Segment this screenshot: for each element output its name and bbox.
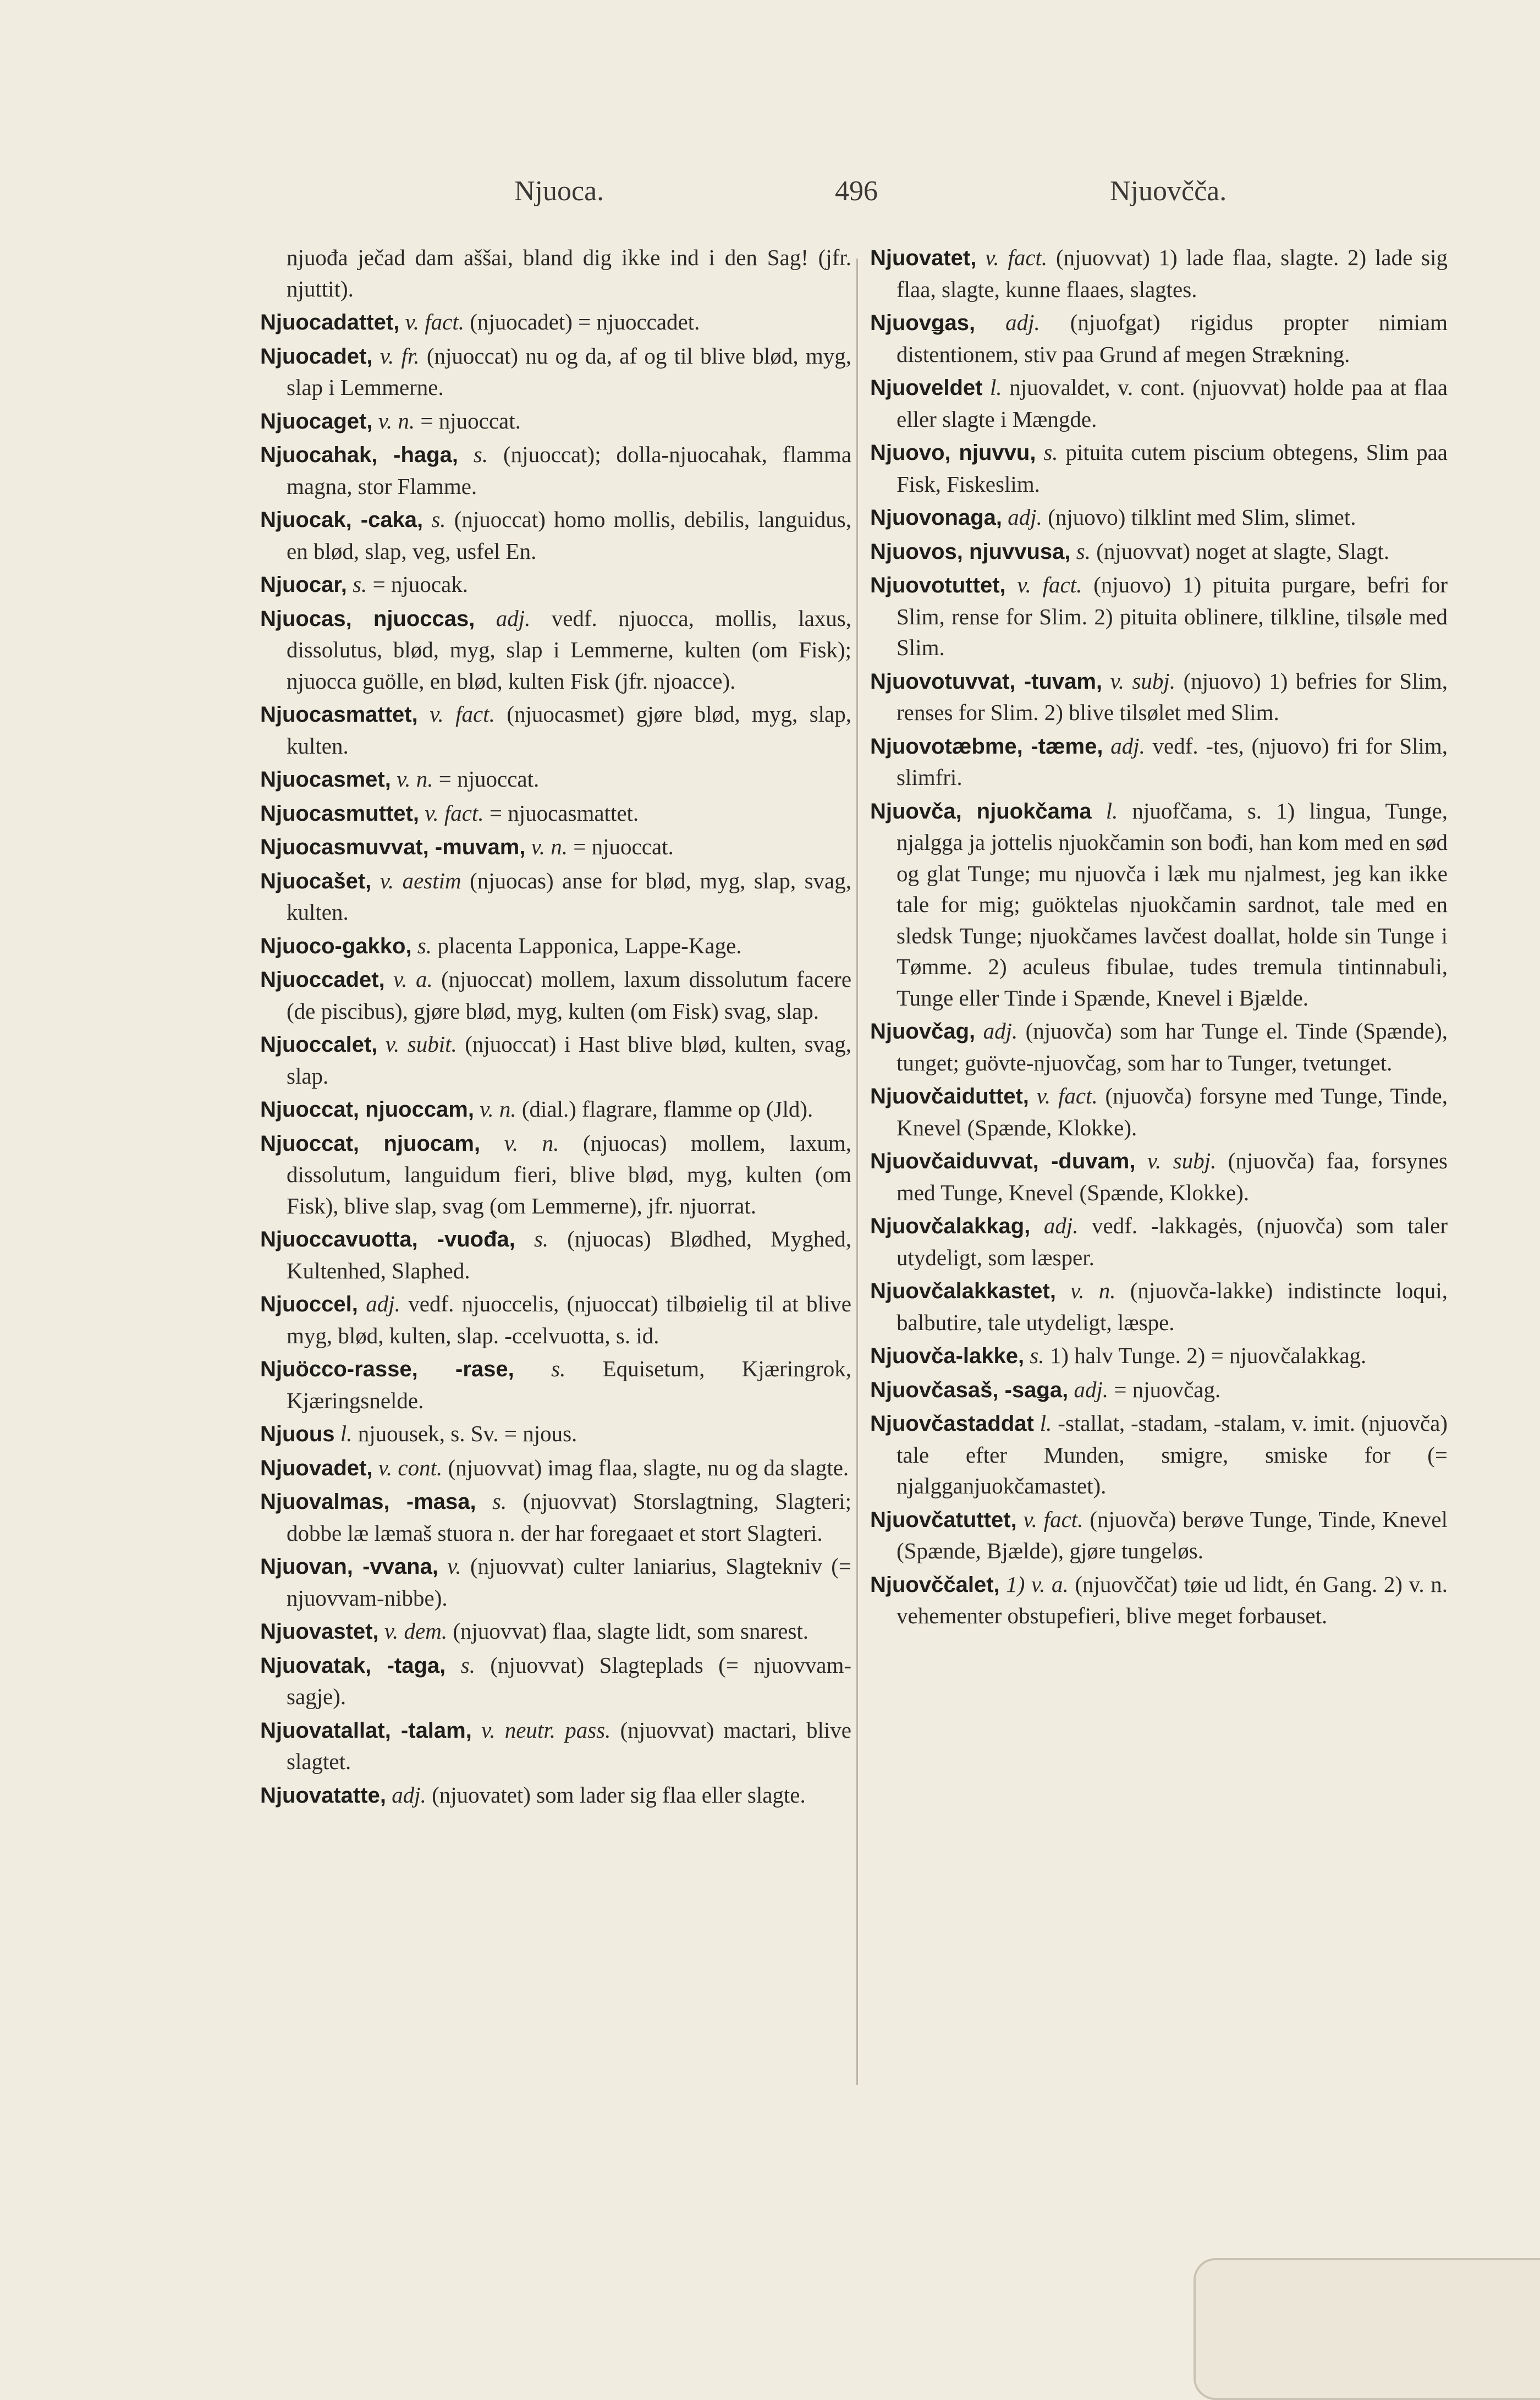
- entry-definition: (njuovvat) Storslagtning, Slagteri; dobbe læ læmaš stuora n. der har foregaaet et stort Slagteri.: [287, 1489, 852, 1546]
- entry-headword: Njuocasmuvvat, -muvam,: [260, 835, 526, 859]
- entry-headword: Njuocahak, -haga,: [260, 443, 458, 467]
- entry-headword: Njuocaget,: [260, 409, 373, 433]
- entry-definition: (njuovča) som har Tunge el. Tinde (Spænde), tunget; guövte-njuovčag, som har to Tunger, tvetunget.: [897, 1018, 1448, 1075]
- entry-definition: = njuovčag.: [1114, 1376, 1221, 1402]
- entry-headword: Njuocasmuttet,: [260, 801, 419, 826]
- entry-grammar: v. n.: [504, 1130, 559, 1156]
- entry-grammar: v. fact.: [1036, 1083, 1098, 1108]
- entry-definition: njuofčama, s. 1) lingua, Tunge, njalgga ja jottelis njuokčamin son bođi, han kom med en sød og glat Tunge; mu njuovča i læk mu njalmest, jeg kan ikke tale for mig; guöktelas njuokčamin sardnot, tale med en sledsk Tunge; njuokčames lavčest doallat, holde sin Tunge i Tømme. 2) aculeus fibulae, tudes tremula tintinnabuli, Tunge eller Tinde i Spænde, Knevel i Bjælde.: [897, 798, 1448, 1010]
- dictionary-entry: [260, 1486, 851, 1548]
- dictionary-entry: [260, 798, 851, 830]
- dictionary-entry: [870, 1210, 1448, 1273]
- entry-definition: njuovaldet, v. cont. (njuovvat) holde paa at flaa eller slagte i Mængde.: [897, 375, 1448, 432]
- entry-headword: Njuocar,: [260, 573, 347, 597]
- entry-headword: Njuovotuttet,: [870, 573, 1006, 597]
- entry-definition: (njuovča) forsyne med Tunge, Tinde, Knevel (Spænde, Klokke).: [897, 1083, 1448, 1140]
- entry-definition: (njuovča) faa, forsynes med Tunge, Knevel (Spænde, Klokke).: [897, 1148, 1448, 1205]
- entry-headword: Njuous: [260, 1422, 335, 1446]
- entry-grammar: v. fact.: [1017, 572, 1082, 597]
- dictionary-entry: [260, 569, 851, 601]
- entry-grammar: s.: [460, 1652, 475, 1678]
- entry-definition: (njuovo) tilklint med Slim, slimet.: [1048, 504, 1356, 530]
- entry-definition: (njuoccat) i Hast blive blød, kulten, svag, slap.: [287, 1031, 852, 1089]
- entry-definition: (njuovo) 1) pituita purgare, befri for Slim, rense for Slim. 2) pituita oblinere, tilkline, tilsøle med Slim.: [897, 572, 1448, 660]
- entry-headword: Njuovadet,: [260, 1456, 373, 1480]
- entry-grammar: v. n.: [378, 408, 415, 433]
- entry-definition: (njuocas) anse for blød, myg, slap, svag, kulten.: [287, 867, 852, 925]
- dictionary-entry: [870, 666, 1448, 728]
- entry-headword: Njuovonaga,: [870, 506, 1003, 530]
- right-column: [870, 242, 1448, 1634]
- entry-grammar: s.: [492, 1489, 507, 1514]
- entry-grammar: adj.: [1043, 1213, 1079, 1238]
- entry-definition: (njuovččat) tøie ud lidt, én Gang. 2) v. n. vehementer obstupefieri, blive meget forbauset.: [897, 1571, 1448, 1628]
- dictionary-entry: [260, 1094, 851, 1125]
- entry-headword: Njuovatak, -taga,: [260, 1653, 446, 1678]
- entry-headword: Njuocadattet,: [260, 310, 400, 334]
- entry-headword: Njuoccat, njuocam,: [260, 1131, 481, 1156]
- entry-definition: (njuovvat) mactari, blive slagtet.: [287, 1717, 852, 1774]
- dictionary-entry: [870, 502, 1448, 534]
- entry-grammar: s.: [1076, 538, 1091, 564]
- entry-definition: (njuoccat) mollem, laxum dissolutum facere (de piscibus), gjøre blød, myg, kulten (om Fisk) svag, slap.: [287, 966, 852, 1024]
- entry-definition: (njuoccat) nu og da, af og til blive blød, myg, slap i Lemmerne.: [287, 343, 852, 400]
- entry-definition: Equisetum, Kjæringrok, Kjæringsnelde.: [287, 1356, 852, 1413]
- entry-grammar: v. n.: [531, 834, 568, 859]
- dictionary-entry: [870, 437, 1448, 499]
- entry-headword: Njuovča, njuokčama: [870, 799, 1092, 823]
- entry-grammar: l.: [1106, 798, 1118, 823]
- entry-grammar: v. a.: [393, 966, 433, 992]
- entry-grammar: s.: [417, 932, 432, 958]
- entry-headword: Njuovo, njuvvu,: [870, 441, 1036, 465]
- dictionary-entry: [260, 504, 851, 567]
- entry-headword: Njuovčalakkag,: [870, 1214, 1031, 1238]
- entry-grammar: v. dem.: [384, 1618, 448, 1644]
- entry-definition: (njuovvat) noget at slagte, Slagt.: [1096, 538, 1390, 564]
- entry-definition: (njuovvat) flaa, slagte lidt, som snarest.: [453, 1618, 809, 1644]
- dictionary-entry: [260, 1418, 851, 1450]
- entry-grammar: 1) v. a.: [1006, 1571, 1069, 1597]
- dictionary-entry: [870, 569, 1448, 663]
- dictionary-entry: [260, 1616, 851, 1647]
- entry-definition: -stallat, -stadam, -stalam, v. imit. (njuovča) tale efter Munden, smigre, smiske for (= njalgganjuokčamastet).: [897, 1410, 1448, 1498]
- entry-definition: = njuoccat.: [573, 834, 674, 859]
- entry-grammar: adj.: [392, 1782, 426, 1808]
- entry-grammar: v. fact.: [985, 245, 1048, 270]
- entry-definition: (njuovča-lakke) indistincte loqui, balbutire, tale utydeligt, læspe.: [897, 1278, 1448, 1335]
- dictionary-entry: [870, 1080, 1448, 1143]
- entry-headword: Njuovotuvvat, -tuvam,: [870, 669, 1103, 694]
- entry-grammar: adj.: [1074, 1376, 1109, 1402]
- entry-headword: Njuovatatte,: [260, 1783, 386, 1808]
- entry-definition: pituita cutem piscium obtegens, Slim paa Fisk, Fiskeslim.: [897, 440, 1448, 497]
- entry-definition: = njuocak.: [372, 572, 468, 597]
- entry-headword: Njuoco-gakko,: [260, 933, 412, 958]
- entry-grammar: v. subj.: [1110, 668, 1176, 694]
- entry-headword: Njuovotæbme, -tæme,: [870, 734, 1103, 759]
- entry-definition: (njuovo) 1) befries for Slim, renses for Slim. 2) blive tilsølet med Slim.: [897, 668, 1448, 725]
- dictionary-entry: [260, 699, 851, 761]
- entry-grammar: v. cont.: [378, 1454, 443, 1480]
- column-divider: [856, 259, 858, 2085]
- dictionary-entry: [260, 1128, 851, 1222]
- header-left-guideword: Njuoca.: [514, 175, 604, 207]
- entry-definition: (njuoccat); dolla-njuocahak, flamma magna, stor Flamme.: [287, 442, 852, 499]
- entry-grammar: adj.: [1005, 310, 1040, 335]
- entry-headword: Njuocasmet,: [260, 767, 391, 792]
- page-corner-tab: [1194, 2258, 1540, 2400]
- entry-grammar: l.: [340, 1421, 353, 1446]
- entry-definition: vedf. njuoccelis, (njuoccat) tilbøielig til at blive myg, blød, kulten, slap. -ccelvuotta, s. id.: [287, 1291, 852, 1348]
- dictionary-entry: [260, 1551, 851, 1613]
- entry-headword: Njuocas, njuoccas,: [260, 606, 475, 631]
- left-column: [260, 242, 851, 1813]
- entry-grammar: s.: [353, 572, 367, 597]
- entry-headword: Njuovan, -vvana,: [260, 1555, 438, 1579]
- entry-definition: (njuofǥat) rigidus propter nimiam distentionem, stiv paa Grund af megen Strækning.: [897, 310, 1448, 367]
- entry-headword: Njuocašet,: [260, 869, 372, 893]
- entry-grammar: v. aestim: [380, 867, 461, 893]
- entry-grammar: l.: [1040, 1410, 1052, 1436]
- entry-grammar: s.: [473, 442, 488, 467]
- entry-grammar: v. neutr. pass.: [481, 1717, 611, 1743]
- entry-definition: (njuovvat) culter laniarius, Slagtekniv (= njuovvam-nibbe).: [287, 1553, 852, 1611]
- entry-headword: Njuöcco-rasse, -rase,: [260, 1357, 514, 1381]
- dictionary-entry: [260, 242, 851, 304]
- dictionary-entry: [260, 1353, 851, 1416]
- entry-grammar: v. fact.: [1023, 1506, 1084, 1532]
- dictionary-entry: [260, 1029, 851, 1091]
- entry-headword: Njuovatet,: [870, 246, 977, 270]
- entry-definition: (njuoccat) homo mollis, debilis, languidus, en blød, slap, veg, usfel En.: [287, 507, 852, 564]
- entry-grammar: adj.: [1008, 504, 1042, 530]
- dictionary-entry: [870, 1015, 1448, 1078]
- entry-definition: (dial.) flagrare, flamme op (Jld).: [521, 1096, 813, 1122]
- dictionary-entry: [870, 307, 1448, 370]
- dictionary-entry: [870, 1374, 1448, 1406]
- dictionary-entry: [870, 1408, 1448, 1502]
- entry-definition: (njuocas) Blødhed, Myghed, Kultenhed, Slaphed.: [287, 1226, 852, 1283]
- entry-definition: (njuovvat) Slagteplads (= njuovvam-sagje).: [287, 1652, 851, 1709]
- entry-headword: Njuoccadet,: [260, 968, 385, 992]
- dictionary-entry: [260, 1650, 851, 1712]
- dictionary-entry: [260, 865, 851, 928]
- entry-headword: Njuovča-lakke,: [870, 1344, 1025, 1368]
- entry-grammar: s.: [1030, 1343, 1044, 1368]
- dictionary-entry: [260, 340, 851, 403]
- entry-grammar: l.: [990, 375, 1002, 400]
- entry-grammar: v. fact.: [425, 800, 484, 826]
- entry-definition: vedf. -lakkagės, (njuovča) som taler utydeligt, som læsper.: [897, 1213, 1448, 1270]
- entry-headword: Njuoccalet,: [260, 1033, 378, 1057]
- entry-definition: vedf. -tes, (njuovo) fri for Slim, slimfri.: [897, 733, 1448, 790]
- entry-definition: (njuovča) berøve Tunge, Tinde, Knevel (Spænde, Bjælde), gjøre tungeløs.: [897, 1506, 1448, 1563]
- dictionary-entry: [260, 1715, 851, 1777]
- entry-grammar: v.: [447, 1553, 461, 1579]
- dictionary-entry: [870, 731, 1448, 793]
- dictionary-entry: [260, 764, 851, 795]
- entry-definition: placenta Lapponica, Lappe-Kage.: [437, 932, 742, 958]
- entry-headword: Njuovatallat, -talam,: [260, 1718, 472, 1743]
- entry-headword: Njuovčaiduttet,: [870, 1084, 1029, 1108]
- dictionary-entry: [870, 242, 1448, 305]
- entry-definition: vedf. njuocca, mollis, laxus, dissolutus, blød, myg, slap i Lemmerne, kulten (om Fisk); njuocca guölle, en blød, kulten Fisk (jfr. njoacce).: [287, 605, 852, 694]
- entry-headword: Njuoveldet: [870, 376, 983, 400]
- dictionary-entry: [260, 439, 851, 502]
- dictionary-entry: [260, 1452, 851, 1484]
- entry-headword: Njuocasmattet,: [260, 702, 418, 727]
- dictionary-entry: [870, 1340, 1448, 1372]
- entry-definition: = njuocasmattet.: [489, 800, 639, 826]
- entry-grammar: s.: [431, 507, 446, 532]
- entry-headword: Njuoccel,: [260, 1292, 358, 1316]
- dictionary-entry: [260, 1780, 851, 1811]
- entry-headword: Njuovos, njuvvusa,: [870, 539, 1071, 564]
- entry-headword: Njuovččalet,: [870, 1572, 1000, 1597]
- entry-grammar: v. fr.: [380, 343, 420, 369]
- entry-headword: Njuovčastaddat: [870, 1412, 1034, 1436]
- dictionary-entry: [870, 1275, 1448, 1338]
- page-number: 496: [835, 175, 878, 207]
- entry-definition: (njuovvat) imag flaa, slagte, nu og da slagte.: [448, 1454, 849, 1480]
- entry-headword: Njuovčag,: [870, 1019, 976, 1044]
- header-right-guideword: Njuovčča.: [1110, 175, 1227, 207]
- entry-headword: Njuovčaiduvvat, -duvam,: [870, 1149, 1136, 1173]
- entry-headword: Njuocak, -caka,: [260, 508, 424, 532]
- entry-grammar: adj.: [496, 605, 531, 631]
- entry-headword: Njuocadet,: [260, 344, 373, 369]
- dictionary-entry: [870, 536, 1448, 568]
- entry-headword: Njuovastet,: [260, 1619, 379, 1644]
- entry-headword: Njuovǥas,: [870, 311, 976, 335]
- dictionary-entry: [870, 1145, 1448, 1208]
- entry-grammar: s.: [1043, 440, 1058, 465]
- dictionary-entry: [870, 1569, 1448, 1632]
- entry-definition: (njuocas) mollem, laxum, dissolutum, languidum fieri, blive blød, myg, kulten (om Fisk), blive slap, svag (om Lemmerne), jfr. njuorrat.: [287, 1130, 852, 1218]
- dictionary-entry: [870, 795, 1448, 1014]
- entry-definition: (njuocasmet) gjøre blød, myg, slap, kulten.: [287, 701, 852, 759]
- dictionary-entry: [870, 1504, 1448, 1567]
- entry-definition: (njuovatet) som lader sig flaa eller slagte.: [432, 1782, 806, 1808]
- entry-definition: (njuocadet) = njuoccadet.: [470, 309, 700, 334]
- dictionary-entry: [870, 372, 1448, 435]
- dictionary-entry: [260, 1288, 851, 1351]
- dictionary-entry: [260, 306, 851, 338]
- dictionary-entry: [260, 405, 851, 437]
- dictionary-entry: [260, 930, 851, 962]
- entry-headword: Njuoccat, njuoccam,: [260, 1097, 474, 1122]
- entry-headword: Njuovalmas, -masa,: [260, 1490, 476, 1514]
- entry-grammar: v. n.: [480, 1096, 516, 1122]
- entry-headword: Njuoccavuotta, -vuođa,: [260, 1227, 515, 1251]
- running-head: [0, 175, 1540, 219]
- entry-definition: (njuovvat) 1) lade flaa, slagte. 2) lade sig flaa, slagte, kunne flaaes, slagtes.: [897, 245, 1448, 302]
- entry-headword: Njuovčatuttet,: [870, 1507, 1017, 1532]
- entry-grammar: v. fact.: [405, 309, 464, 334]
- dictionary-entry: [260, 964, 851, 1026]
- entry-grammar: v. fact.: [430, 701, 495, 727]
- entry-grammar: v. n.: [1070, 1278, 1116, 1303]
- entry-definition: = njuoccat.: [420, 408, 521, 433]
- entry-definition: njuođa ječad dam aššai, bland dig ikke ind i den Sag! (jfr. njuttit).: [287, 245, 851, 301]
- entry-headword: Njuovčalakkastet,: [870, 1279, 1056, 1303]
- dictionary-entry: [260, 603, 851, 697]
- entry-grammar: s.: [534, 1226, 549, 1251]
- dictionary-entry: [260, 1223, 851, 1286]
- entry-grammar: s.: [551, 1356, 566, 1381]
- entry-grammar: adj.: [366, 1291, 400, 1316]
- entry-grammar: adj.: [1110, 733, 1145, 759]
- entry-definition: njuousek, s. Sv. = njous.: [358, 1421, 578, 1446]
- entry-grammar: adj.: [983, 1018, 1018, 1044]
- entry-grammar: v. n.: [397, 766, 433, 792]
- entry-grammar: v. subit.: [385, 1031, 457, 1057]
- entry-grammar: v. subj.: [1147, 1148, 1217, 1173]
- entry-headword: Njuovčasaš, -saǥa,: [870, 1377, 1069, 1402]
- entry-definition: 1) halv Tunge. 2) = njuovčalakkag.: [1049, 1343, 1367, 1368]
- dictionary-entry: [260, 831, 851, 863]
- entry-definition: = njuoccat.: [438, 766, 540, 792]
